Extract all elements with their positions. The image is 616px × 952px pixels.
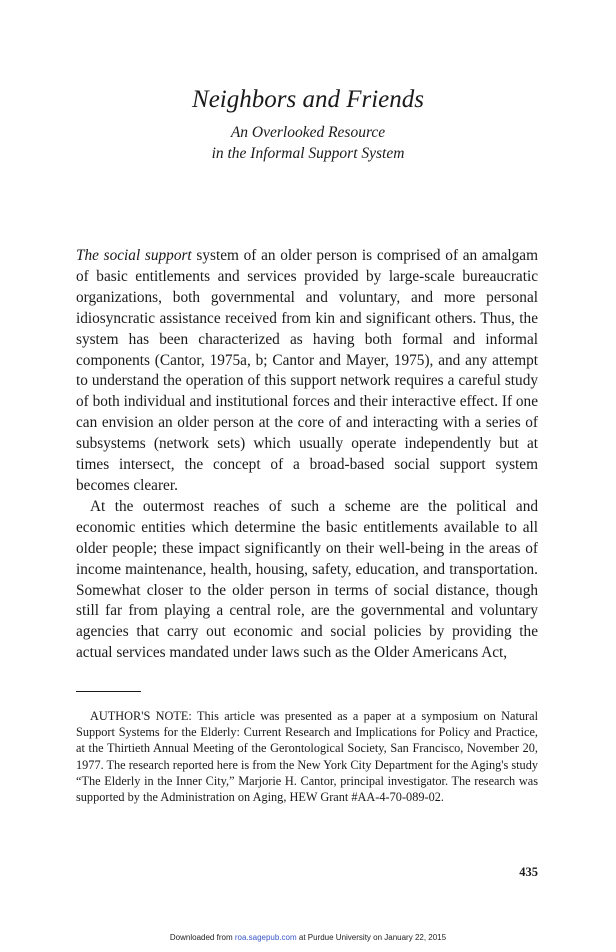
article-body bbox=[76, 246, 538, 664]
article-subtitle-line-2: in the Informal Support System bbox=[211, 145, 405, 162]
page-number: 435 bbox=[519, 865, 538, 879]
footnote-divider bbox=[76, 691, 141, 692]
paragraph-1-text: system of an older person is comprised of an amalgam of basic entitlements and services provided by large-scale bureaucratic organizations, both governmental and voluntary, and more personal idiosyncratic assistance received from kin and significant others. Thus, the system has been characterized as having both formal and informal components (Cantor, 1975a, b; Cantor and Mayer, 1975), and any attempt to understand the operation of this support network requires a careful study of both individual and institutional forces and their interactive effect. If one can envision an older person at the core of and interacting with a series of subsystems (network sets) which usually operate independently but at times intersect, the concept of a broad-based social support system becomes clearer. bbox=[76, 247, 538, 494]
article-title: Neighbors and Friends bbox=[192, 86, 424, 113]
paragraph-2: At the outermost reaches of such a scheme are the political and economic entities which determine the basic entitlements available to all older people; these impact significantly on their well-being in the areas of income maintenance, health, housing, safety, education, and transportation. Somewhat closer to the older person in terms of social distance, though still far from playing a central role, are the governmental and voluntary agencies that carry out economic and social policies by providing the actual services mandated under laws such as the Older Americans Act, bbox=[76, 497, 538, 662]
lead-in-phrase: The social support bbox=[76, 247, 192, 264]
authors-note-label: AUTHOR'S NOTE: bbox=[90, 709, 192, 723]
footer-prefix: Downloaded from bbox=[169, 933, 235, 942]
footer-suffix: at Purdue University on January 22, 2015 bbox=[296, 933, 447, 942]
download-footer bbox=[0, 933, 616, 942]
article-subtitle-line-1: An Overlooked Resource bbox=[230, 124, 386, 141]
authors-note-text: This article was presented as a paper at a symposium on Natural Support Systems for the Elderly: Current Research and Implications for Policy and Practice, at the Thirtieth Annual Meeting of the Gerontological Society, San Francisco, November 20, 1977. The research reported here is from the New York City Department for the Aging's study “The Elderly in the Inner City,” Marjorie H. Cantor, principal investigator. The research was supported by the Administration on Aging, HEW Grant #AA-4-70-089-02. bbox=[76, 709, 538, 805]
authors-note bbox=[76, 708, 538, 805]
paragraph-1 bbox=[76, 246, 538, 497]
source-link[interactable]: roa.sagepub.com bbox=[234, 933, 297, 942]
